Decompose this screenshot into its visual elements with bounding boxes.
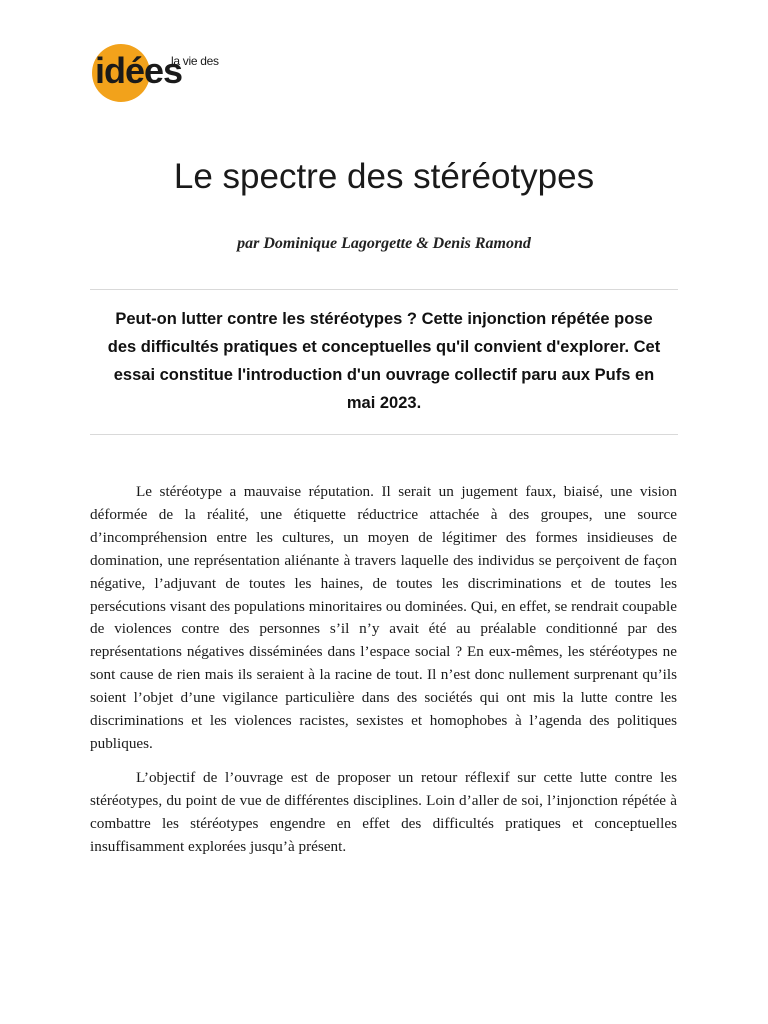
logo-main-word: idées (95, 50, 183, 91)
page-title: Le spectre des stéréotypes (173, 157, 595, 196)
article-abstract: Peut-on lutter contre les stéréotypes ? Cette injonction répétée pose des difficultés pratiques et conceptuelles qu'il convient d'explorer. Cet essai constitue l'introduction d'un ouvrage collectif paru aux Pufs en mai 2023. (107, 310, 661, 412)
logo-small-text: la vie des (171, 54, 219, 68)
divider-top (90, 289, 678, 290)
site-logo[interactable] (92, 44, 222, 104)
author-byline: par Dominique Lagorgette & Denis Ramond (237, 235, 531, 252)
body-paragraph-1: Le stéréotype a mauvaise réputation. Il serait un jugement faux, biaisé, une vision déformée de la réalité, une étiquette réductrice attachée à des groupes, une source d’incompréhension entre les cultures, un moyen de légitimer des formes insidieuses de domination, une représentation aliénante à travers laquelle des individus se perçoivent de façon négative, l’adjuvant de toutes les haines, de toutes les discriminations et de toutes les persécutions visant des populations minoritaires ou dominées. Qui, en effet, se rendrait coupable de violences contre des personnes s’il n’y avait été au préalable conditionné par des représentations négatives disséminées dans l’espace social ? En eux-mêmes, les stéréotypes ne sont cause de rien mais ils seraient à la racine de tout. Il n’est donc nullement surprenant qu’ils soient l’objet d’une vigilance particulière dans des sociétés qui ont mis la lutte contre les discriminations et les violences racistes, sexistes et homophobes à l’agenda des politiques publiques. (90, 483, 677, 752)
article-body (90, 481, 677, 870)
divider-bottom (90, 434, 678, 435)
body-paragraph-2: L’objectif de l’ouvrage est de proposer un retour réflexif sur cette lutte contre les stéréotypes, du point de vue de différentes disciplines. Loin d’aller de soi, l’injonction répétée à combattre les stéréotypes engendre en effet des difficultés pratiques et conceptuelles insuffisamment explorées jusqu’à présent. (90, 768, 677, 855)
